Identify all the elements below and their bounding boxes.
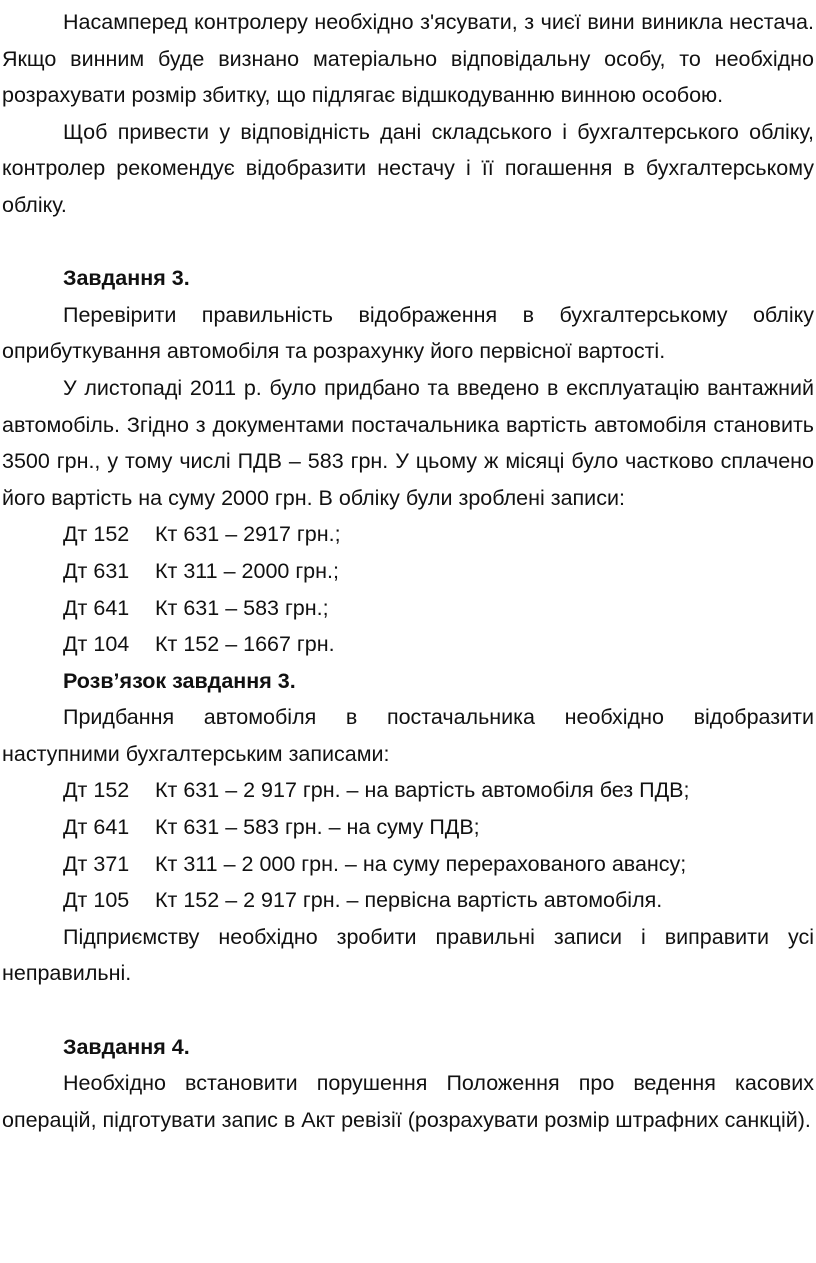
credit-account: Кт 631 – 2917 грн.; <box>155 522 341 547</box>
solution-3-heading: Розв’язок завдання 3. <box>63 668 296 693</box>
task-3-entry <box>2 553 814 590</box>
task-4-heading: Завдання 4. <box>63 1034 190 1059</box>
credit-account: Кт 152 – 2 917 грн. – первісна вартість автомобіля. <box>155 888 663 913</box>
debit-account: Дт 641 <box>63 815 130 840</box>
debit-account: Дт 152 <box>63 522 130 547</box>
credit-account: Кт 631 – 583 грн.; <box>155 595 329 620</box>
spacer <box>2 992 814 1029</box>
solution-3-entry <box>2 882 814 919</box>
spacer <box>2 224 814 261</box>
credit-account: Кт 311 – 2 000 грн. – на суму перерахованого авансу; <box>155 851 687 876</box>
paragraph-shortage-cause: Насамперед контролеру необхідно з'ясувати, з чиєї вини виникла нестача. Якщо винним буде визнано матеріально відповідальну особу, то необхідно розрахувати розмір збитку, що підлягає відшкодуванню винною особою. <box>2 10 814 108</box>
solution-3-entry <box>2 846 814 883</box>
credit-account: Кт 631 – 583 грн. – на суму ПДВ; <box>155 815 480 840</box>
task-3-entry <box>2 590 814 627</box>
debit-account: Дт 371 <box>63 851 130 876</box>
task-3-heading: Завдання 3. <box>63 266 190 291</box>
task-3-instruction: Перевірити правильність відображення в бухгалтерському обліку оприбуткування автомобіля та розрахунку його первісної вартості. <box>2 302 814 364</box>
debit-account: Дт 152 <box>63 778 130 803</box>
solution-3-entry <box>2 772 814 809</box>
debit-account: Дт 631 <box>63 558 130 583</box>
task-3-entry <box>2 516 814 553</box>
paragraph-shortage-recommendation: Щоб привести у відповідність дані складського і бухгалтерського обліку, контролер рекомендує відобразити нестачу і її погашення в бухгалтерському обліку. <box>2 119 814 217</box>
credit-account: Кт 152 – 1667 грн. <box>155 632 335 657</box>
document-page <box>0 4 816 1138</box>
solution-3-entry <box>2 809 814 846</box>
task-3-description: У листопаді 2011 р. було придбано та введено в експлуатацію вантажний автомобіль. Згідно з документами постачальника вартість автомобіля становить 3500 грн., у тому числі ПДВ – 583 грн. У цьому ж місяці було частково сплачено його вартість на суму 2000 грн. В обліку були зроблені записи: <box>2 375 814 510</box>
debit-account: Дт 105 <box>63 888 130 913</box>
debit-account: Дт 641 <box>63 595 130 620</box>
credit-account: Кт 631 – 2 917 грн. – на вартість автомобіля без ПДВ; <box>155 778 690 803</box>
task-3-entry <box>2 626 814 663</box>
solution-3-conclusion: Підприємству необхідно зробити правильні записи і виправити усі неправильні. <box>2 924 814 986</box>
debit-account: Дт 104 <box>63 632 130 657</box>
solution-3-intro: Придбання автомобіля в постачальника необхідно відобразити наступними бухгалтерським записами: <box>2 705 814 766</box>
task-4-instruction: Необхідно встановити порушення Положення про ведення касових операцій, підготувати запис в Акт ревізії (розрахувати розмір штрафних санкцій). <box>2 1071 814 1132</box>
credit-account: Кт 311 – 2000 грн.; <box>155 558 339 583</box>
